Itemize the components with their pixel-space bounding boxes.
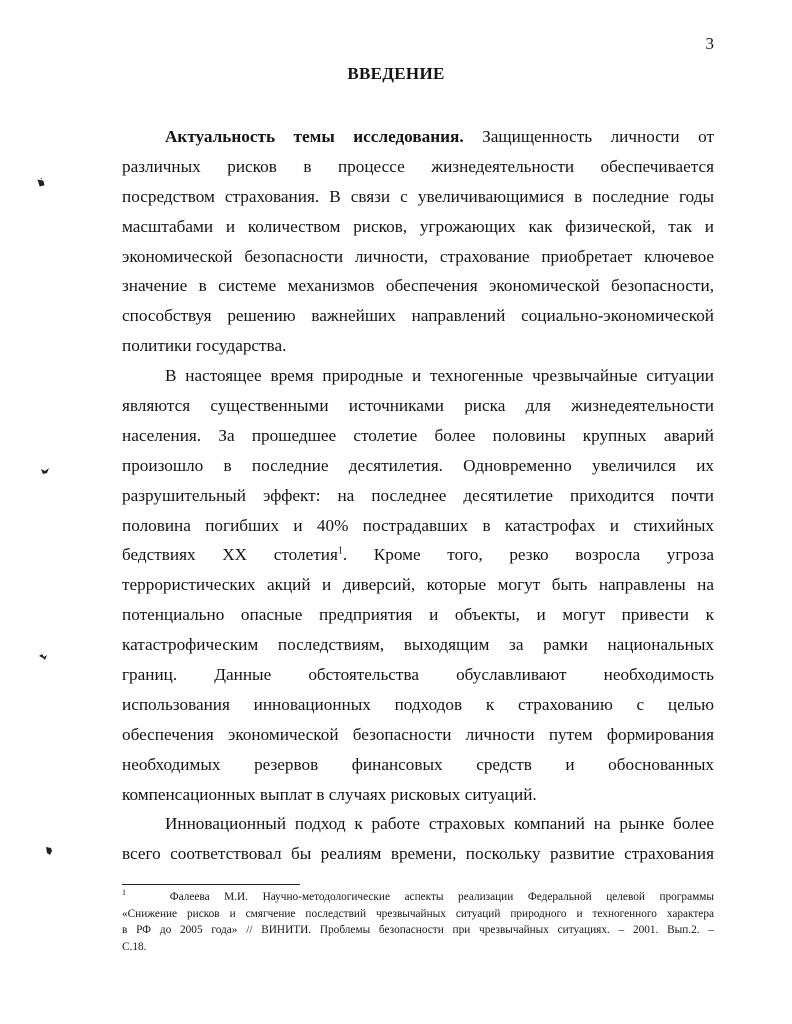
paragraph-line: террористических акций и диверсий, которые могут быть направлены на — [122, 575, 714, 595]
footnote-marker: 1 — [122, 888, 126, 898]
paragraph-line: произошло в последние десятилетия. Одновременно увеличился их — [122, 455, 714, 475]
footnote-line: в РФ до 2005 года» // ВИНИТИ. Проблемы безопасности при чрезвычайных ситуациях. – 2001. Вып.2. – — [122, 924, 714, 936]
paragraph-line: являются существенными источниками риска для жизнедеятельности — [122, 396, 714, 416]
paragraph-line: половина погибших и 40% пострадавших в катастрофах и стихийных — [122, 515, 714, 535]
paragraph-text: Защищенность личности от — [463, 127, 714, 146]
paragraph-line: различных рисков в процессе жизнедеятельности обеспечивается — [122, 156, 714, 176]
paragraph-line: разрушительный эффект: на последнее десятилетие приходится почти — [122, 485, 714, 505]
footnote-line — [122, 889, 714, 906]
footnote-line: С.18. — [122, 940, 147, 953]
paragraph-line — [122, 122, 714, 152]
footnote-line: «Снижение рисков и смягчение последствий чрезвычайных ситуаций природного и техногенного характера — [122, 907, 714, 920]
paragraph-line: катастрофическим последствиям, выходящим за рамки национальных — [122, 635, 714, 655]
paragraph-line: населения. За прошедшее столетие более половины крупных аварий — [122, 425, 714, 445]
footnote-reference[interactable]: 1 — [337, 545, 343, 557]
scan-mark-icon — [44, 846, 54, 856]
scan-mark-icon — [38, 652, 48, 662]
paragraph-line: экономической безопасности личности, страхование приобретает ключевое — [122, 246, 714, 266]
paragraph-line: В настоящее время природные и техногенные чрезвычайные ситуации — [165, 366, 714, 386]
footnote — [122, 889, 714, 955]
paragraph-line: потенциально опасные предприятия и объекты, и могут привести к — [122, 605, 714, 625]
paragraph-line: посредством страхования. В связи с увеличивающимися в последние годы — [122, 186, 714, 206]
paragraph-line: масштабами и количеством рисков, угрожающих как физической, так и — [122, 216, 714, 236]
paragraph-line: способствуя решению важнейших направлений социально-экономической — [122, 306, 714, 326]
paragraph-line: политики государства. — [122, 336, 287, 356]
scan-mark-icon — [40, 466, 50, 476]
paragraph-line: Инновационный подход к работе страховых компаний на рынке более — [165, 814, 714, 834]
page-number: 3 — [705, 34, 714, 53]
body-text — [122, 122, 714, 869]
page-title: ВВЕДЕНИЕ — [347, 64, 445, 83]
paragraph-line: всего соответствовал бы реалиям времени, поскольку развитие страхования — [122, 844, 714, 864]
footnote-text: Фалеева М.И. Научно-методологические аспекты реализации Федеральной целевой программы — [169, 891, 714, 903]
paragraph-text: бедствиях XX столетия — [122, 545, 338, 565]
paragraph-line: границ. Данные обстоятельства обуславливают необходимость — [122, 665, 714, 685]
scan-mark-icon — [36, 178, 46, 188]
paragraph-line — [122, 540, 714, 570]
paragraph-text: Кроме того, резко возросла угроза — [347, 545, 715, 565]
paragraph-line: компенсационных выплат в случаях рисковых ситуаций. — [122, 784, 537, 804]
lead-bold-text: Актуальность темы исследования. — [165, 127, 464, 146]
footnote-divider — [122, 884, 300, 885]
paragraph-line: значение в системе механизмов обеспечения экономической безопасности, — [122, 276, 714, 296]
paragraph-text: . — [342, 545, 348, 565]
paragraph-line: обеспечения экономической безопасности личности путем формирования — [122, 724, 714, 744]
paragraph-line: использования инновационных подходов к страхованию с целью — [122, 694, 714, 714]
paragraph-line: необходимых резервов финансовых средств и обоснованных — [122, 754, 714, 774]
